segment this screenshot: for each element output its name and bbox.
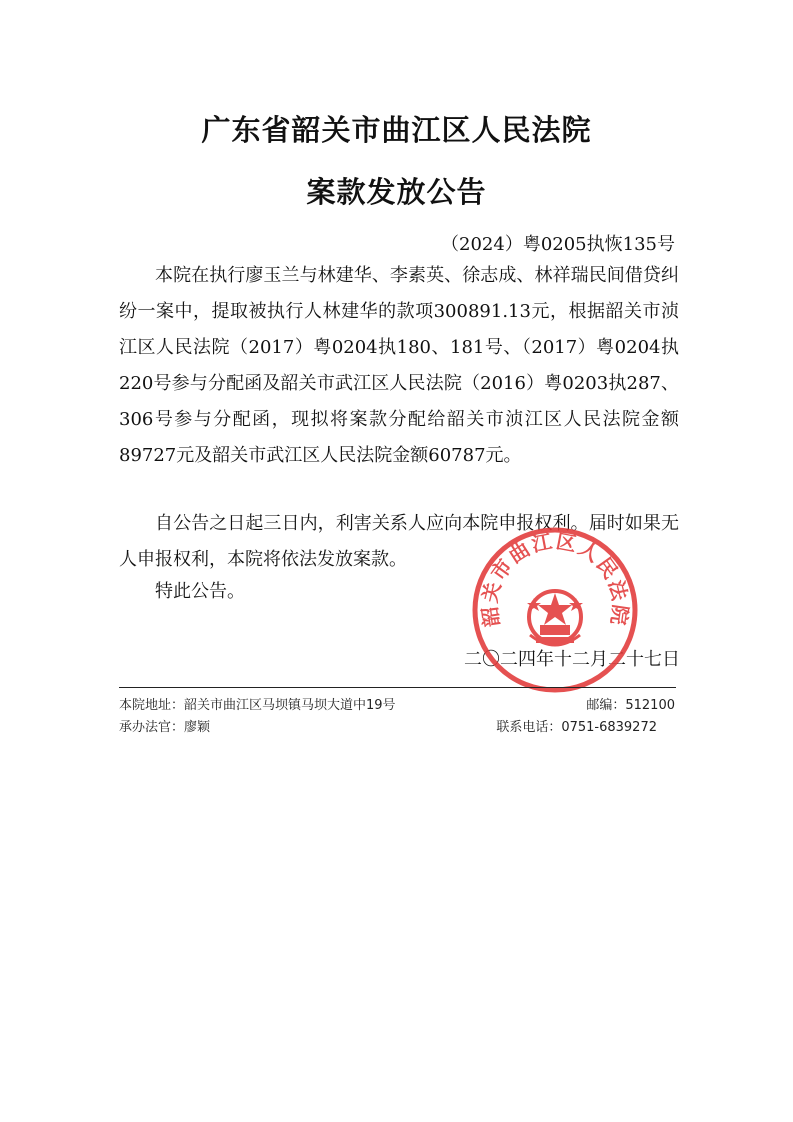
notice-closing: 特此公告。: [155, 581, 245, 602]
court-address: 本院地址：韶关市曲江区马坝镇马坝大道中19号: [119, 698, 396, 713]
svg-text:韶关市曲江区人民法院: 韶关市曲江区人民法院: [477, 528, 633, 629]
contact-phone: 联系电话：0751-6839272: [496, 720, 657, 735]
notice-paragraph-main: 本院在执行廖玉兰与林建华、李素英、徐志成、林祥瑞民间借贷纠纷一案中，提取被执行人林建华的款项300891.13元，根据韶关市浈江区人民法院（2017）粤0204执180、181号、（2017）粤0204执220号参与分配函及韶关市武江区人民法院（2016）粤0203执287、306号参与分配函，现拟将案款分配给韶关市浈江区人民法院金额89727元及韶关市武江区人民法院金额60787元。: [119, 265, 679, 466]
court-name-title: 广东省韶关市曲江区人民法院: [201, 113, 592, 147]
presiding-judge: 承办法官：廖颖: [119, 720, 211, 735]
notice-paragraph-claims: 自公告之日起三日内，利害关系人应向本院申报权利。届时如果无人申报权利，本院将依法发放案款。: [119, 513, 679, 570]
footer-divider: [119, 687, 676, 688]
case-number: （2024）粤0205执恢135号: [441, 234, 675, 255]
postcode: 邮编：512100: [586, 698, 675, 713]
notice-title: 案款发放公告: [306, 175, 487, 209]
issue-date: 二〇二四年十二月二十七日: [464, 649, 680, 670]
